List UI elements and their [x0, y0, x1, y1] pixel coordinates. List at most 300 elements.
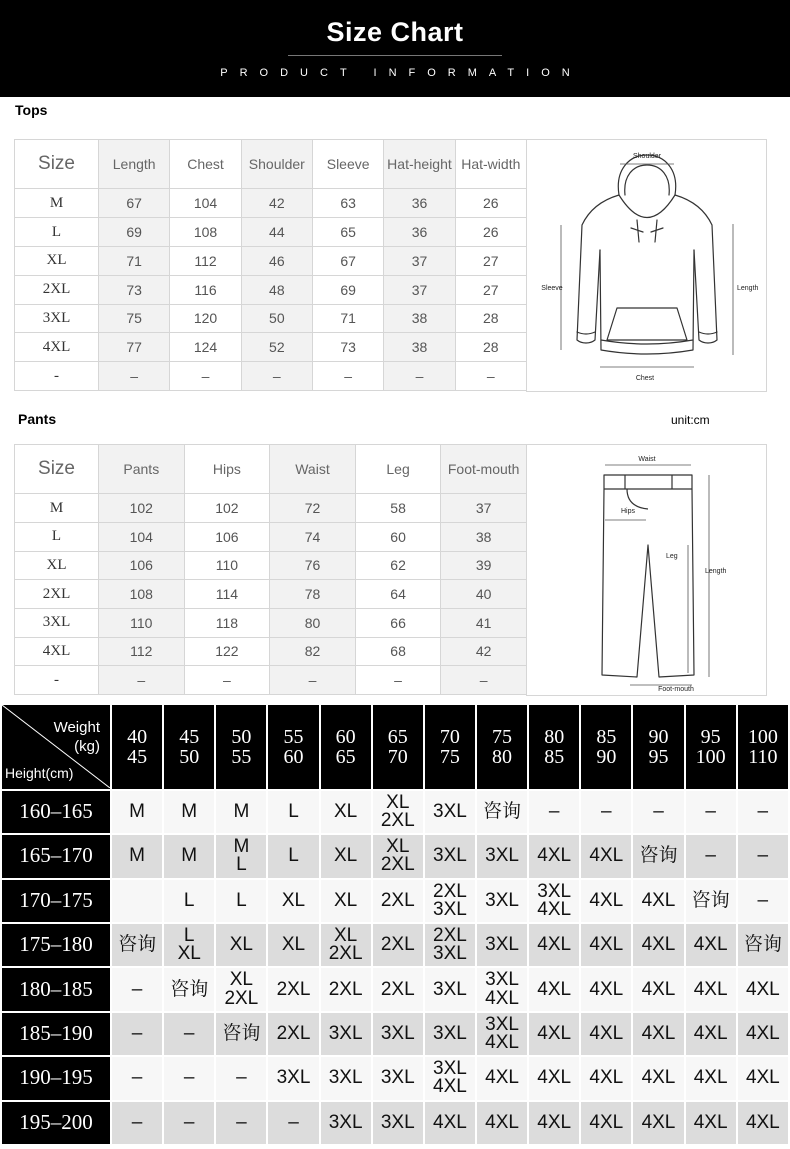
weight-range-min: 45 — [179, 725, 200, 748]
tops-section-label: Tops — [15, 102, 48, 118]
pants-value-cell: 108 — [99, 580, 185, 609]
pants-size-cell: XL — [15, 551, 99, 580]
fit-chart-corner — [2, 705, 110, 789]
pants-value-cell: – — [184, 666, 270, 695]
diagram-label-shoulder: Shoulder — [632, 153, 662, 160]
recommended-size-cell: 4XL — [686, 1102, 736, 1144]
diagram-label-waist: Waist — [638, 456, 656, 463]
tops-table-row — [15, 275, 527, 304]
recommended-size-cell: 2XL — [373, 880, 423, 922]
weight-range-max: 50 — [179, 745, 200, 768]
tops-value-cell: 28 — [455, 304, 526, 333]
tops-column-header: Sleeve — [312, 140, 383, 189]
size-option: 2XL — [433, 880, 467, 902]
pants-value-cell: 78 — [270, 580, 356, 609]
tops-value-cell: 108 — [170, 218, 241, 247]
recommended-size-cell — [321, 924, 371, 966]
height-range-label: 195–200 — [2, 1102, 110, 1144]
pants-size-cell: 4XL — [15, 637, 99, 666]
pants-value-cell: – — [99, 666, 185, 695]
tops-size-table — [14, 139, 527, 391]
weight-range-header — [373, 705, 423, 789]
weight-range-header — [477, 705, 527, 789]
height-range-label: 185–190 — [2, 1013, 110, 1055]
recommended-size-cell: 4XL — [529, 924, 579, 966]
recommended-size-cell: – — [164, 1057, 214, 1099]
weight-range-min: 70 — [439, 725, 460, 748]
tops-value-cell: – — [384, 362, 455, 391]
recommended-size-cell: 2XL — [268, 968, 318, 1010]
size-option: 2XL — [328, 943, 363, 965]
pants-column-header: Pants — [99, 445, 185, 494]
hoodie-diagram — [526, 139, 767, 392]
height-range-label: 160–165 — [2, 791, 110, 833]
tops-column-header: Shoulder — [241, 140, 312, 189]
recommended-size-cell: – — [738, 835, 788, 877]
tops-value-cell: 36 — [384, 218, 455, 247]
weight-range-min: 65 — [387, 725, 408, 748]
tops-value-cell: 50 — [241, 304, 312, 333]
tops-value-cell: 37 — [384, 246, 455, 275]
tops-table-row — [15, 218, 527, 247]
recommended-size-cell: 2XL — [321, 968, 371, 1010]
recommended-size-cell — [477, 1013, 527, 1055]
tops-value-cell: 42 — [241, 189, 312, 218]
tops-value-cell: 73 — [312, 333, 383, 362]
tops-size-cell: 2XL — [15, 275, 99, 304]
fit-chart-row — [2, 835, 788, 877]
recommended-size-cell: – — [112, 1057, 162, 1099]
recommended-size-cell: 3XL — [373, 1013, 423, 1055]
tops-table-row — [15, 246, 527, 275]
tops-value-cell: 116 — [170, 275, 241, 304]
recommended-size-cell: – — [112, 1102, 162, 1144]
recommended-size-cell: 4XL — [686, 968, 736, 1010]
tops-size-cell: M — [15, 189, 99, 218]
pants-table-row — [15, 551, 527, 580]
recommended-size-cell: – — [268, 1102, 318, 1144]
recommended-size-cell: 4XL — [633, 880, 683, 922]
weight-range-max: 45 — [127, 745, 148, 768]
recommended-size-cell: 4XL — [529, 1057, 579, 1099]
pants-value-cell: 112 — [99, 637, 185, 666]
fit-chart-row — [2, 1013, 788, 1055]
weight-range-max: 70 — [387, 745, 408, 768]
fit-chart-row — [2, 791, 788, 833]
tops-table-row — [15, 189, 527, 218]
recommended-size-cell: 3XL — [373, 1102, 423, 1144]
tops-column-header: Hat-height — [384, 140, 455, 189]
pants-column-header: Waist — [270, 445, 356, 494]
recommended-size-cell: 咨询 — [686, 880, 736, 922]
tops-table-row — [15, 304, 527, 333]
pants-value-cell: 102 — [99, 494, 185, 523]
recommended-size-cell — [373, 835, 423, 877]
recommended-size-cell: – — [216, 1102, 266, 1144]
weight-label: Weight — [53, 719, 100, 736]
recommended-size-cell: M — [216, 791, 266, 833]
pants-value-cell: – — [355, 666, 441, 695]
recommended-size-cell: – — [216, 1057, 266, 1099]
weight-range-header — [581, 705, 631, 789]
weight-range-max: 75 — [439, 745, 460, 768]
hoodie-illustration — [527, 140, 766, 391]
recommended-size-cell — [425, 1057, 475, 1099]
weight-range-header — [633, 705, 683, 789]
tops-value-cell: 71 — [312, 304, 383, 333]
pants-value-cell: – — [270, 666, 356, 695]
size-option: M — [233, 836, 250, 858]
recommended-size-cell: 咨询 — [477, 791, 527, 833]
recommended-size-cell: 4XL — [633, 1102, 683, 1144]
diagram-label-foot-mouth: Foot-mouth — [658, 686, 694, 693]
pants-section-label: Pants — [18, 411, 57, 427]
weight-axis-label — [54, 719, 100, 757]
weight-range-header — [112, 705, 162, 789]
weight-range-header — [268, 705, 318, 789]
pants-size-cell: - — [15, 666, 99, 695]
tops-value-cell: 26 — [455, 218, 526, 247]
weight-range-min: 60 — [335, 725, 356, 748]
size-option: 3XL — [433, 943, 467, 965]
title-divider — [288, 55, 502, 56]
size-option: 4XL — [433, 1076, 467, 1098]
weight-range-min: 100 — [747, 725, 778, 748]
size-option: XL — [334, 925, 358, 947]
weight-range-min: 85 — [596, 725, 617, 748]
tops-value-cell: 73 — [99, 275, 170, 304]
recommended-size-cell: 2XL — [373, 924, 423, 966]
weight-range-header — [529, 705, 579, 789]
recommended-size-cell: 3XL — [321, 1102, 371, 1144]
recommended-size-cell — [373, 791, 423, 833]
pants-table-row — [15, 522, 527, 551]
pants-value-cell: 40 — [441, 580, 527, 609]
tops-value-cell: – — [312, 362, 383, 391]
recommended-size-cell: 4XL — [529, 968, 579, 1010]
pants-value-cell: 118 — [184, 608, 270, 637]
size-option: 3XL — [537, 880, 572, 902]
recommended-size-cell: 4XL — [581, 1013, 631, 1055]
weight-range-header — [738, 705, 788, 789]
size-option: XL — [386, 791, 410, 813]
recommended-size-cell: XL — [321, 880, 371, 922]
tops-value-cell: 36 — [384, 189, 455, 218]
recommended-size-cell: – — [686, 791, 736, 833]
weight-range-max: 95 — [648, 745, 669, 768]
recommended-size-cell: M — [112, 835, 162, 877]
pants-size-table — [14, 444, 527, 695]
pants-value-cell: 68 — [355, 637, 441, 666]
tops-value-cell: 71 — [99, 246, 170, 275]
recommended-size-cell: – — [581, 791, 631, 833]
weight-range-max: 85 — [544, 745, 565, 768]
recommended-size-cell — [529, 880, 579, 922]
recommended-size-cell: – — [164, 1102, 214, 1144]
weight-unit: (kg) — [74, 737, 100, 755]
size-option: L — [236, 854, 247, 876]
recommended-size-cell: 4XL — [686, 924, 736, 966]
size-option: 4XL — [485, 987, 519, 1009]
pants-value-cell: 74 — [270, 522, 356, 551]
recommended-size-cell: 4XL — [633, 1013, 683, 1055]
tops-value-cell: 48 — [241, 275, 312, 304]
size-option: 4XL — [485, 1031, 519, 1053]
size-option: 2XL — [380, 809, 415, 831]
weight-range-header — [425, 705, 475, 789]
fit-chart-row — [2, 924, 788, 966]
pants-value-cell: 72 — [270, 494, 356, 523]
pants-diagram — [526, 444, 767, 696]
pants-value-cell: 60 — [355, 522, 441, 551]
size-option: 4XL — [537, 898, 572, 920]
tops-value-cell: 52 — [241, 333, 312, 362]
tops-column-header: Size — [15, 140, 99, 189]
pants-value-cell: 106 — [99, 551, 185, 580]
size-option: XL — [386, 836, 410, 858]
recommended-size-cell: 4XL — [738, 1102, 788, 1144]
recommended-size-cell: 4XL — [529, 1013, 579, 1055]
recommended-size-cell: L — [268, 835, 318, 877]
recommended-size-cell: 4XL — [529, 1102, 579, 1144]
recommended-size-cell: 3XL — [477, 924, 527, 966]
pants-value-cell: – — [441, 666, 527, 695]
tops-value-cell: 67 — [312, 246, 383, 275]
page-subtitle: PRODUCT INFORMATION — [220, 67, 582, 79]
height-range-label: 175–180 — [2, 924, 110, 966]
recommended-size-cell: 4XL — [686, 1057, 736, 1099]
tops-value-cell: 112 — [170, 246, 241, 275]
recommended-size-cell: XL — [321, 791, 371, 833]
pants-value-cell: 110 — [99, 608, 185, 637]
recommended-size-cell — [477, 968, 527, 1010]
pants-column-header: Hips — [184, 445, 270, 494]
tops-value-cell: – — [241, 362, 312, 391]
tops-value-cell: 75 — [99, 304, 170, 333]
weight-range-min: 80 — [544, 725, 565, 748]
page-title: Size Chart — [326, 17, 464, 47]
recommended-size-cell: 咨询 — [633, 835, 683, 877]
pants-value-cell: 76 — [270, 551, 356, 580]
recommended-size-cell: – — [738, 791, 788, 833]
recommended-size-cell: 3XL — [425, 835, 475, 877]
tops-value-cell: 38 — [384, 333, 455, 362]
recommended-size-cell: 咨询 — [112, 924, 162, 966]
pants-value-cell: 42 — [441, 637, 527, 666]
recommended-size-cell: 3XL — [425, 968, 475, 1010]
tops-value-cell: 120 — [170, 304, 241, 333]
recommended-size-cell: 咨询 — [164, 968, 214, 1010]
recommended-size-cell: 3XL — [477, 880, 527, 922]
height-range-label: 190–195 — [2, 1057, 110, 1099]
recommended-size-cell: 4XL — [477, 1057, 527, 1099]
size-option: 2XL — [433, 925, 467, 947]
recommended-size-cell: 4XL — [581, 835, 631, 877]
tops-value-cell: 67 — [99, 189, 170, 218]
pants-value-cell: 64 — [355, 580, 441, 609]
recommended-size-cell: 2XL — [373, 968, 423, 1010]
tops-value-cell: 46 — [241, 246, 312, 275]
pants-header-row — [15, 445, 527, 494]
recommended-size-cell: 4XL — [633, 1057, 683, 1099]
diagram-label-length: Length — [737, 285, 759, 292]
weight-range-max: 110 — [748, 745, 778, 768]
recommended-size-cell: – — [529, 791, 579, 833]
pants-value-cell: 38 — [441, 522, 527, 551]
tops-table-row — [15, 362, 527, 391]
pants-table-row — [15, 494, 527, 523]
height-range-label: 170–175 — [2, 880, 110, 922]
pants-value-cell: 102 — [184, 494, 270, 523]
pants-value-cell: 110 — [184, 551, 270, 580]
recommended-size-cell: 4XL — [633, 924, 683, 966]
size-option: XL — [177, 943, 201, 965]
tops-size-cell: 3XL — [15, 304, 99, 333]
tops-value-cell: 38 — [384, 304, 455, 333]
recommended-size-cell: 4XL — [738, 968, 788, 1010]
tops-value-cell: 28 — [455, 333, 526, 362]
recommended-size-cell: – — [164, 1013, 214, 1055]
weight-range-header — [686, 705, 736, 789]
recommended-size-cell: 3XL — [477, 835, 527, 877]
fit-chart-row — [2, 1102, 788, 1144]
recommended-size-cell: 4XL — [581, 1102, 631, 1144]
tops-column-header: Length — [99, 140, 170, 189]
tops-value-cell: 26 — [455, 189, 526, 218]
pants-size-cell: 3XL — [15, 608, 99, 637]
recommended-size-cell — [216, 835, 266, 877]
recommended-size-cell — [425, 924, 475, 966]
recommended-size-cell: M — [112, 791, 162, 833]
size-option: L — [183, 925, 195, 947]
pants-value-cell: 106 — [184, 522, 270, 551]
recommended-size-cell: 3XL — [425, 1013, 475, 1055]
recommended-size-cell: 4XL — [529, 835, 579, 877]
recommended-size-cell: XL — [321, 835, 371, 877]
pants-illustration — [527, 445, 766, 695]
recommended-size-cell — [112, 880, 162, 922]
height-range-label: 180–185 — [2, 968, 110, 1010]
weight-range-header — [216, 705, 266, 789]
pants-value-cell: 39 — [441, 551, 527, 580]
recommended-size-cell — [216, 968, 266, 1010]
weight-range-max: 65 — [335, 745, 356, 768]
recommended-size-cell: 4XL — [633, 968, 683, 1010]
weight-range-header — [321, 705, 371, 789]
diagram-label-sleeve: Sleeve — [541, 285, 563, 292]
diagram-label-hips: Hips — [621, 508, 636, 515]
pants-value-cell: 122 — [184, 637, 270, 666]
size-option: XL — [229, 969, 253, 991]
recommended-size-cell: 3XL — [268, 1057, 318, 1099]
height-range-label: 165–170 — [2, 835, 110, 877]
tops-value-cell: – — [455, 362, 526, 391]
recommended-size-cell: L — [216, 880, 266, 922]
recommended-size-cell: XL — [216, 924, 266, 966]
tops-value-cell: – — [170, 362, 241, 391]
tops-value-cell: 69 — [99, 218, 170, 247]
fit-chart-row — [2, 968, 788, 1010]
recommended-size-cell: 咨询 — [738, 924, 788, 966]
recommended-size-cell: 3XL — [425, 791, 475, 833]
recommended-size-cell: XL — [268, 880, 318, 922]
diagram-label-leg: Leg — [666, 553, 678, 560]
recommended-size-cell: 4XL — [581, 924, 631, 966]
height-axis-label: Height(cm) — [5, 765, 74, 782]
recommended-size-cell: L — [268, 791, 318, 833]
recommended-size-cell: 4XL — [581, 1057, 631, 1099]
size-option: 3XL — [433, 1058, 467, 1080]
tops-column-header: Chest — [170, 140, 241, 189]
tops-size-cell: - — [15, 362, 99, 391]
weight-range-min: 75 — [492, 725, 513, 748]
pants-table-row — [15, 637, 527, 666]
recommended-size-cell: – — [738, 880, 788, 922]
weight-range-max: 100 — [695, 745, 726, 768]
pants-size-cell: M — [15, 494, 99, 523]
recommended-size-cell: – — [686, 835, 736, 877]
recommended-size-cell — [164, 924, 214, 966]
weight-range-max: 80 — [492, 745, 513, 768]
recommended-size-cell: 4XL — [686, 1013, 736, 1055]
recommended-size-cell: 4XL — [581, 968, 631, 1010]
tops-table-row — [15, 333, 527, 362]
pants-table-row — [15, 666, 527, 695]
pants-value-cell: 114 — [184, 580, 270, 609]
weight-range-max: 55 — [231, 745, 252, 768]
size-option: 2XL — [380, 854, 415, 876]
pants-value-cell: 82 — [270, 637, 356, 666]
size-option: 3XL — [433, 898, 467, 920]
tops-column-header: Hat-width — [455, 140, 526, 189]
tops-header-row — [15, 140, 527, 189]
tops-value-cell: 124 — [170, 333, 241, 362]
recommended-size-cell: 2XL — [268, 1013, 318, 1055]
size-option: 2XL — [224, 987, 259, 1009]
recommended-size-cell: 3XL — [321, 1013, 371, 1055]
recommended-size-cell: M — [164, 835, 214, 877]
pants-value-cell: 104 — [99, 522, 185, 551]
recommended-size-cell: 3XL — [321, 1057, 371, 1099]
weight-range-header — [164, 705, 214, 789]
pants-value-cell: 62 — [355, 551, 441, 580]
tops-value-cell: – — [99, 362, 170, 391]
diagram-label-chest: Chest — [635, 375, 655, 382]
size-option: 3XL — [485, 969, 519, 991]
tops-size-cell: XL — [15, 246, 99, 275]
header-banner — [0, 0, 790, 97]
recommended-size-cell: 咨询 — [216, 1013, 266, 1055]
tops-value-cell: 69 — [312, 275, 383, 304]
pants-value-cell: 80 — [270, 608, 356, 637]
pants-table-row — [15, 608, 527, 637]
tops-value-cell: 27 — [455, 275, 526, 304]
weight-range-min: 90 — [648, 725, 669, 748]
tops-value-cell: 65 — [312, 218, 383, 247]
pants-value-cell: 37 — [441, 494, 527, 523]
weight-range-min: 55 — [283, 725, 304, 748]
tops-value-cell: 27 — [455, 246, 526, 275]
tops-value-cell: 63 — [312, 189, 383, 218]
fit-chart-header-row — [2, 705, 788, 789]
tops-value-cell: 104 — [170, 189, 241, 218]
height-weight-fit-chart — [0, 703, 790, 1146]
recommended-size-cell: 4XL — [425, 1102, 475, 1144]
recommended-size-cell — [425, 880, 475, 922]
recommended-size-cell: XL — [268, 924, 318, 966]
fit-chart-row — [2, 880, 788, 922]
recommended-size-cell: – — [112, 968, 162, 1010]
